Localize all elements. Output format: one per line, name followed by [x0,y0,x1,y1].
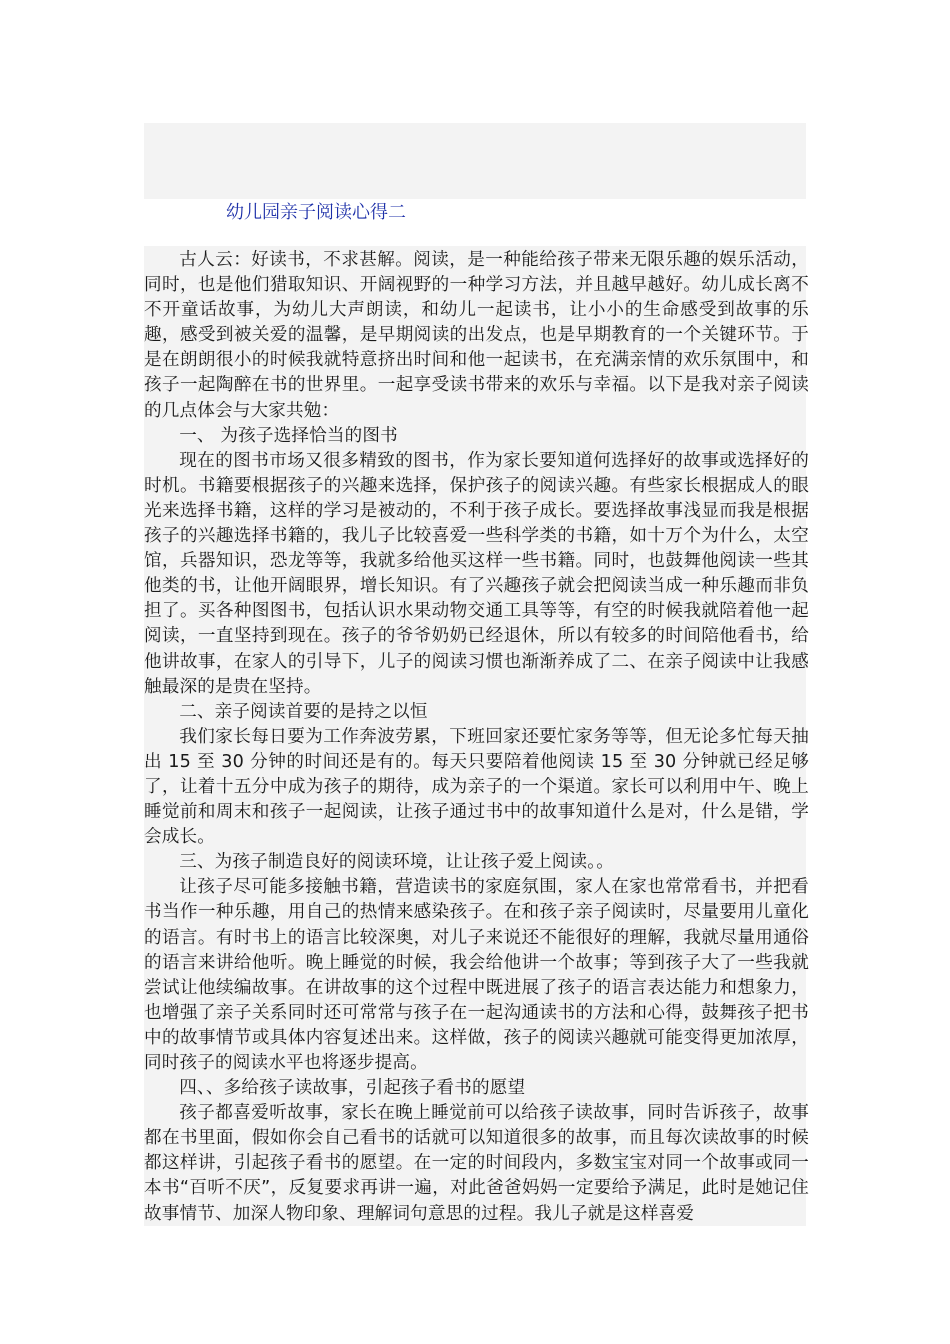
section-heading-3: 三、为孩子制造良好的阅读环境，让让孩子爱上阅读。。 [179,852,614,873]
document-title: 幼儿园亲子阅读心得二 [226,202,406,223]
paragraph-intro: 古人云：好读书，不求甚解。阅读，是一种能给孩子带来无限乐趣的娱乐活动，同时，也是他们猎取知识、开阔视野的一种学习方法，并且越早越好。幼儿成长离不不开童话故事，为幼儿大声朗读，和幼儿一起读书，让小小的生命感受到故事的乐趣，感受到被关爱的温馨，是早期阅读的出发点，也是早期教育的一个关键环节。于是在朗朗很小的时候我就特意挤出时间和他一起读书，在充满亲情的欢乐氛围中，和孩子一起陶醉在书的世界里。一起享受读书带来的欢乐与幸福。以下是我对亲子阅读的几点体会与大家共勉： [144,250,809,421]
paragraph-3: 让孩子尽可能多接触书籍，营造读书的家庭氛围，家人在家也常常看书，并把看书当作一种乐趣，用自己的热情来感染孩子。在和孩子亲子阅读时，尽量要用儿童化的语言。有时书上的语言比较深奥，对儿子来说还不能很好的理解，我就尽量用通俗的语言来讲给他听。晚上睡觉的时候，我会给他讲一个故事；等到孩子大了一些我就尝试让他续编故事。在讲故事的这个过程中既进展了孩子的语言表达能力和想象力，也增强了亲子关系同时还可常常与孩子在一起沟通读书的方法和心得，鼓舞孩子把书中的故事情节或具体内容复述出来。这样做，孩子的阅读兴趣就可能变得更加浓厚，同时孩子的阅读水平也将逐步提高。 [144,877,809,1073]
document-body [144,248,809,1227]
section-heading-1: 一、 为孩子选择恰当的图书 [179,425,398,446]
header-band [144,123,806,199]
section-heading-4: 四、、多给孩子读故事，引起孩子看书的愿望 [179,1078,526,1099]
paragraph-2: 我们家长每日要为工作奔波劳累，下班回家还要忙家务等等，但无论多忙每天抽出 15 至 30 分钟的时间还是有的。每天只要陪着他阅读 15 至 30 分钟就已经足够了，让着十五分中成为孩子的期待，成为亲子的一个渠道。家长可以利用中午、晚上睡觉前和周末和孩子一起阅读，让孩子通过书中的故事知道什么是对，什么是错，学会成长。 [144,726,809,848]
paragraph-4: 孩子都喜爱听故事，家长在晚上睡觉前可以给孩子读故事，同时告诉孩子，故事都在书里面，假如你会自己看书的话就可以知道很多的故事，而且每次读故事的时候都这样讲，引起孩子看书的愿望。在一定的时间段内，多数宝宝对同一个故事或同一本书“百听不厌”，反复要求再讲一遍，对此爸爸妈妈一定要给予满足，此时是她记住故事情节、加深人物印象、理解词句意思的过程。我儿子就是这样喜爱 [144,1103,809,1224]
paragraph-1: 现在的图书市场又很多精致的图书，作为家长要知道何选择好的故事或选择好的时机。书籍要根据孩子的兴趣来选择，保护孩子的阅读兴趣。有些家长根据成人的眼光来选择书籍，这样的学习是被动的，不利于孩子成长。要选择故事浅显而我是根据孩子的兴趣选择书籍的，我儿子比较喜爱一些科学类的书籍，如十万个为什么，太空馆，兵器知识，恐龙等等，我就多给他买这样一些书籍。同时，也鼓舞他阅读一些其他类的书，让他开阔眼界，增长知识。有了兴趣孩子就会把阅读当成一种乐趣而非负担了。买各种图图书，包括认识水果动物交通工具等等，有空的时候我就陪着他一起阅读，一直坚持到现在。孩子的爷爷奶奶已经退休，所以有较多的时间陪他看书，给他讲故事，在家人的引导下，儿子的阅读习惯也渐渐养成了二、在亲子阅读中让我感触最深的是贵在坚持。 [144,450,809,697]
section-heading-2: 二、亲子阅读首要的是持之以恒 [179,701,428,722]
